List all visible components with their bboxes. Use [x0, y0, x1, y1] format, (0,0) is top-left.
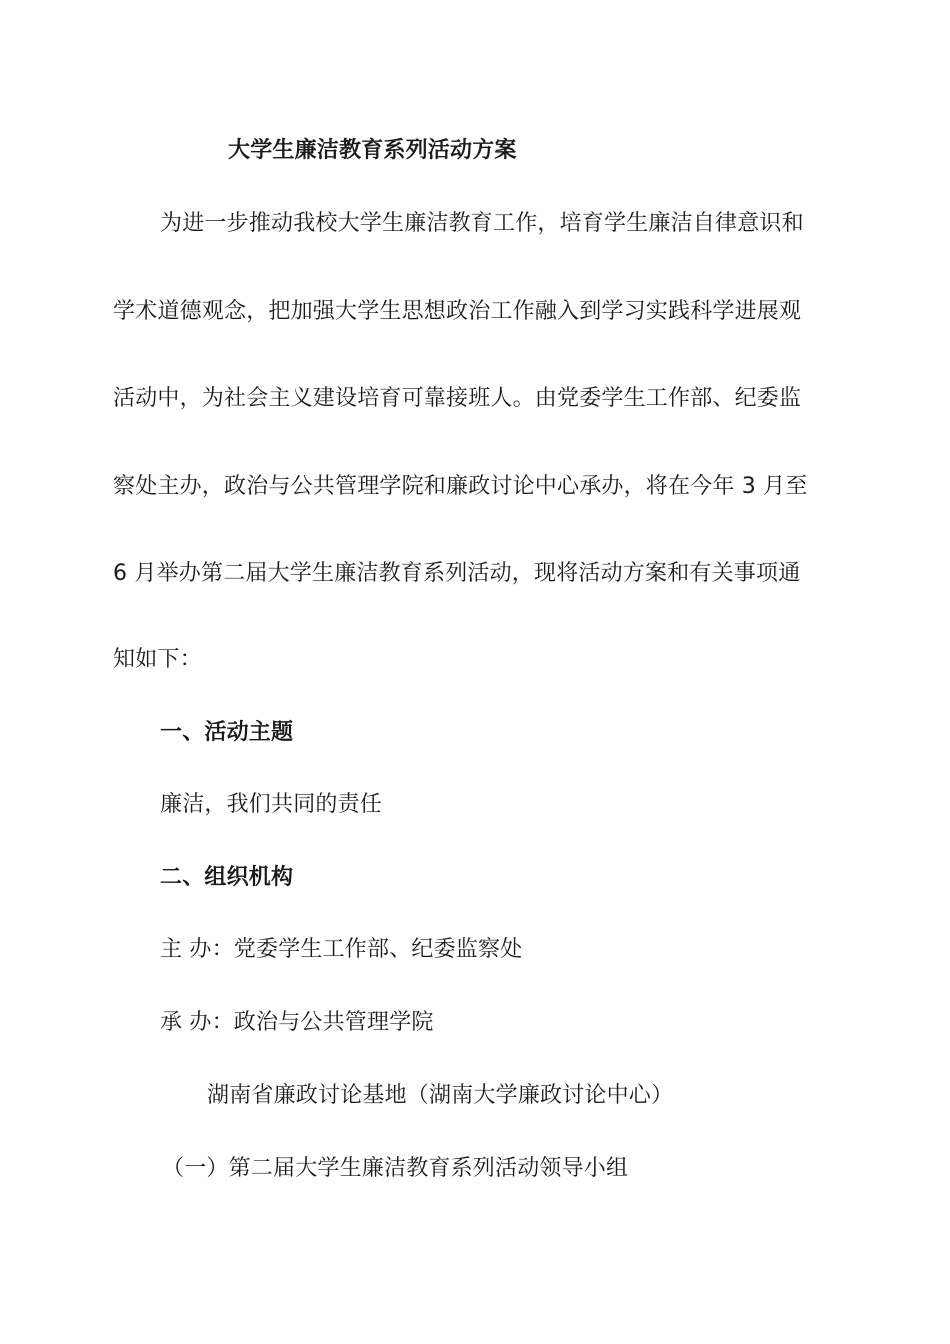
section2-heading: 二、组织机构 — [160, 865, 294, 890]
document-title: 大学生廉洁教育系列活动方案 — [228, 138, 517, 163]
intro-line-5: 6 月举办第二届大学生廉洁教育系列活动，现将活动方案和有关事项通 — [113, 561, 801, 586]
section1-content: 廉洁，我们共同的责任 — [160, 792, 383, 817]
subsection1-heading: （一）第二届大学生廉洁教育系列活动领导小组 — [162, 1156, 629, 1181]
intro-line-1: 为进一步推动我校大学生廉洁教育工作，培育学生廉洁自律意识和 — [160, 211, 804, 236]
intro-line-2: 学术道德观念，把加强大学生思想政治工作融入到学习实践科学进展观 — [113, 299, 802, 324]
organizer-extra-line: 湖南省廉政讨论基地（湖南大学廉政讨论中心） — [207, 1083, 674, 1108]
host-line: 主 办：党委学生工作部、纪委监察处 — [160, 937, 523, 962]
organizer-line: 承 办：政治与公共管理学院 — [160, 1010, 434, 1035]
intro-line-4: 察处主办，政治与公共管理学院和廉政讨论中心承办，将在今年 3 月至 — [113, 474, 808, 499]
intro-line-6: 知如下： — [113, 647, 202, 672]
section1-heading: 一、活动主题 — [160, 720, 294, 745]
intro-line-3: 活动中，为社会主义建设培育可靠接班人。由党委学生工作部、纪委监 — [113, 386, 802, 411]
